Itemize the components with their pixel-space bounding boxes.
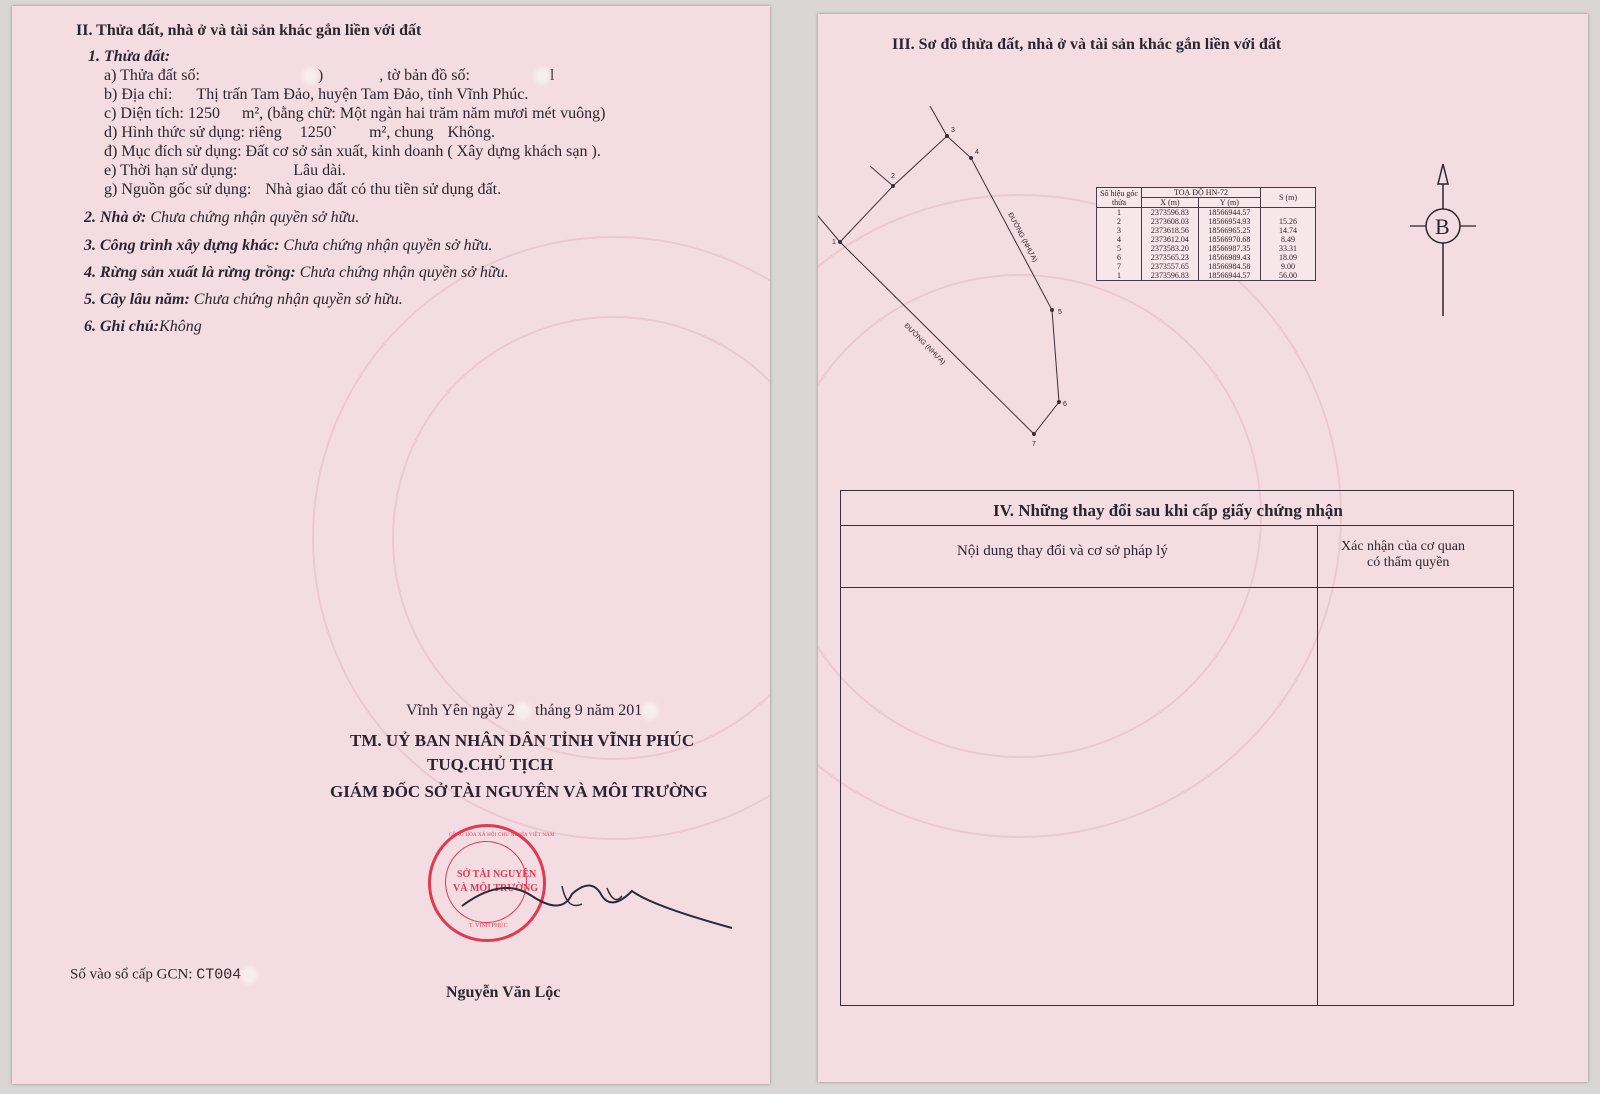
table-row (1097, 217, 1316, 226)
point-label: 7 (1032, 441, 1036, 448)
section-3-heading: III. Sơ đồ thửa đất, nhà ở và tài sản khác gắn liền với đất (892, 36, 1282, 53)
boundary-point (945, 134, 949, 138)
right-page (818, 14, 1588, 1082)
date-prefix: Vĩnh Yên ngày (406, 702, 504, 719)
signature-scribble (442, 866, 742, 936)
area-row (104, 105, 605, 123)
coordinate-table (1096, 187, 1316, 281)
cell-y: 18566989.43 (1198, 253, 1260, 262)
term-label: e) Thời hạn sử dụng: (104, 162, 238, 179)
origin-row (104, 181, 501, 199)
cell-x: 2373596.83 (1142, 271, 1199, 281)
usage-form-unit: m², chung (369, 124, 434, 141)
boundary-point (969, 156, 973, 160)
cell-x: 2373612.04 (1142, 235, 1199, 244)
cell-y: 18566970.68 (1198, 235, 1260, 244)
cell-point: 2 (1097, 217, 1142, 226)
authority-line-1: TM. UỶ BAN NHÂN DÂN TỈNH VĨNH PHÚC (350, 731, 695, 750)
cell-s: 9.00 (1261, 262, 1316, 271)
redacted-mark (515, 702, 531, 720)
boundary-point (1057, 400, 1061, 404)
area-label: c) Diện tích: 1250 (104, 105, 220, 122)
cell-s: 15.26 (1261, 217, 1316, 226)
changes-col-right-1: Xác nhận của cơ quan (1341, 539, 1466, 554)
cell-x: 2373583.20 (1142, 244, 1199, 253)
north-arrow (1408, 160, 1478, 320)
point-label: 2 (891, 173, 895, 180)
changes-title: IV. Những thay đổi sau khi cấp giấy chứng nhận (993, 501, 1343, 520)
item-label: 4. Rừng sản xuất là rừng trồng: (84, 264, 296, 281)
term-row (104, 162, 346, 180)
purpose-label: đ) Mục đích sử dụng: (104, 143, 242, 160)
cell-s (1261, 208, 1316, 218)
extension-line (818, 216, 840, 242)
item-perennial (84, 291, 403, 309)
divider (841, 525, 1513, 526)
parcel-boundary (840, 136, 1059, 434)
cell-point: 7 (1097, 262, 1142, 271)
point-label: 3 (951, 127, 955, 134)
origin-label: g) Nguồn gốc sử dụng: (104, 181, 252, 198)
purpose-value: Đất cơ sở sản xuất, kinh doanh ( Xây dựng khách sạn ). (245, 143, 601, 160)
register-label: Số vào sổ cấp GCN: (70, 966, 193, 983)
address-value: Thị trấn Tam Đảo, huyện Tam Đảo, tỉnh Vĩnh Phúc. (196, 86, 529, 103)
point-label: 1 (832, 239, 836, 246)
item-value: Không (159, 318, 202, 335)
point-label: 6 (1063, 401, 1067, 408)
cell-point: 1 (1097, 271, 1142, 281)
changes-col-right-2: có thẩm quyền (1367, 555, 1450, 570)
address-row (104, 86, 528, 104)
table-row (1097, 235, 1316, 244)
road-label-lower: ĐƯỜNG (NHỰA) (902, 322, 947, 367)
cell-x: 2373618.56 (1142, 226, 1199, 235)
north-arrow-head (1438, 164, 1448, 184)
parcel-number-row (104, 67, 554, 85)
item-label: 2. Nhà ở: (84, 209, 147, 226)
cell-s: 18.09 (1261, 253, 1316, 262)
seal-outer-text: CỘNG HÒA XÃ HỘI CHỦ NGHĨA VIỆT NAM (449, 833, 555, 838)
table-row (1097, 262, 1316, 271)
col-s-header: S (m) (1261, 188, 1316, 208)
cell-y: 18566965.25 (1198, 226, 1260, 235)
item-label: 3. Công trình xây dựng khác: (84, 237, 280, 254)
date-month-year: tháng 9 năm 201 (535, 702, 643, 719)
col-y-header: Y (m) (1198, 198, 1260, 208)
cell-x: 2373557.65 (1142, 262, 1199, 271)
item-forest (84, 264, 509, 282)
cell-s: 14.74 (1261, 226, 1316, 235)
parcel-heading: 1. Thửa đất: (88, 48, 171, 65)
boundary-point (891, 184, 895, 188)
authority-line-3: GIÁM ĐỐC SỞ TÀI NGUYÊN VÀ MÔI TRƯỜNG (330, 782, 708, 801)
redacted-mark (302, 67, 318, 85)
redacted-mark (642, 702, 658, 720)
left-page (12, 6, 770, 1084)
boundary-point (1032, 432, 1036, 436)
sign-date (406, 702, 658, 720)
seal-text-2: VÀ MÔI TRƯỜNG (453, 883, 538, 894)
purpose-row (104, 143, 601, 161)
cell-x: 2373565.23 (1142, 253, 1199, 262)
column-divider (1317, 525, 1318, 1005)
parcel-diagram (818, 94, 1078, 474)
register-row (70, 966, 257, 984)
usage-form-row (104, 124, 495, 142)
cell-s: 33.31 (1261, 244, 1316, 253)
changes-col-left: Nội dung thay đổi và cơ sở pháp lý (957, 543, 1168, 559)
point-label: 4 (975, 149, 979, 156)
col-point-header: Số hiệu góc thửa (1097, 188, 1142, 208)
item-value: Chưa chứng nhận quyền sở hữu. (150, 209, 360, 226)
table-row (1097, 271, 1316, 281)
cell-x: 2373608.03 (1142, 217, 1199, 226)
col-group-header: TOẠ ĐỘ HN-72 (1142, 188, 1261, 198)
redacted-mark (534, 67, 550, 85)
item-value: Chưa chứng nhận quyền sở hữu. (193, 291, 403, 308)
item-label: 6. Ghi chú: (84, 318, 160, 335)
item-value: Chưa chứng nhận quyền sở hữu. (283, 237, 493, 254)
redacted-mark (241, 966, 257, 984)
point-label: 5 (1058, 309, 1062, 316)
date-day: 2 (507, 702, 516, 719)
cell-y: 18566984.58 (1198, 262, 1260, 271)
col-x-header: X (m) (1142, 198, 1199, 208)
usage-form-shared: Không. (447, 124, 495, 141)
address-label: b) Địa chỉ: (104, 86, 173, 103)
table-row (1097, 226, 1316, 235)
parcel-number-label: a) Thửa đất số: (104, 67, 200, 84)
parcel-number-value: ) (317, 67, 324, 84)
cell-x: 2373596.83 (1142, 208, 1199, 218)
seal-bottom-text: T. VĨNH PHÚC (469, 923, 508, 929)
item-value: Chưa chứng nhận quyền sở hữu. (299, 264, 509, 281)
cell-y: 18566987.35 (1198, 244, 1260, 253)
divider (841, 587, 1513, 588)
item-label: 5. Cây lâu năm: (84, 291, 190, 308)
north-label: B (1435, 214, 1450, 239)
table-row (1097, 244, 1316, 253)
table-row (1097, 253, 1316, 262)
cell-y: 18566954.93 (1198, 217, 1260, 226)
item-construction (84, 237, 492, 255)
usage-form-area: 1250` (299, 124, 338, 141)
term-value: Lâu dài. (293, 162, 346, 179)
boundary-point (1050, 308, 1054, 312)
changes-table (840, 490, 1514, 1006)
map-sheet-value: l (549, 67, 555, 84)
boundary-point (838, 240, 842, 244)
usage-form-label: d) Hình thức sử dụng: riêng (104, 124, 282, 141)
cell-y: 18566944.57 (1198, 271, 1260, 281)
cell-y: 18566944.57 (1198, 208, 1260, 218)
area-unit: m², (bằng chữ: Một ngàn hai trăm năm mươi mét vuông) (241, 105, 606, 122)
extension-line (930, 106, 947, 136)
road-label-right: ĐƯỜNG (NHỰA) (1006, 211, 1039, 264)
cell-s: 8.49 (1261, 235, 1316, 244)
item-house (84, 209, 359, 227)
cell-s: 56.00 (1261, 271, 1316, 281)
cell-point: 5 (1097, 244, 1142, 253)
section-2-heading: II. Thửa đất, nhà ở và tài sản khác gắn liền với đất (76, 22, 422, 39)
item-note (84, 318, 202, 336)
cell-point: 1 (1097, 208, 1142, 218)
register-value: CT004 (196, 966, 242, 984)
cell-point: 4 (1097, 235, 1142, 244)
seal-text-1: SỞ TÀI NGUYÊN (457, 869, 537, 880)
extension-line (870, 166, 893, 186)
table-row (1097, 208, 1316, 218)
authority-line-2: TUQ.CHỦ TỊCH (427, 755, 554, 774)
origin-value: Nhà giao đất có thu tiền sử dụng đất. (265, 181, 502, 198)
cell-point: 3 (1097, 226, 1142, 235)
map-sheet-label: , tờ bản đồ số: (379, 67, 470, 84)
signer-name: Nguyễn Văn Lộc (446, 984, 561, 1001)
cell-point: 6 (1097, 253, 1142, 262)
